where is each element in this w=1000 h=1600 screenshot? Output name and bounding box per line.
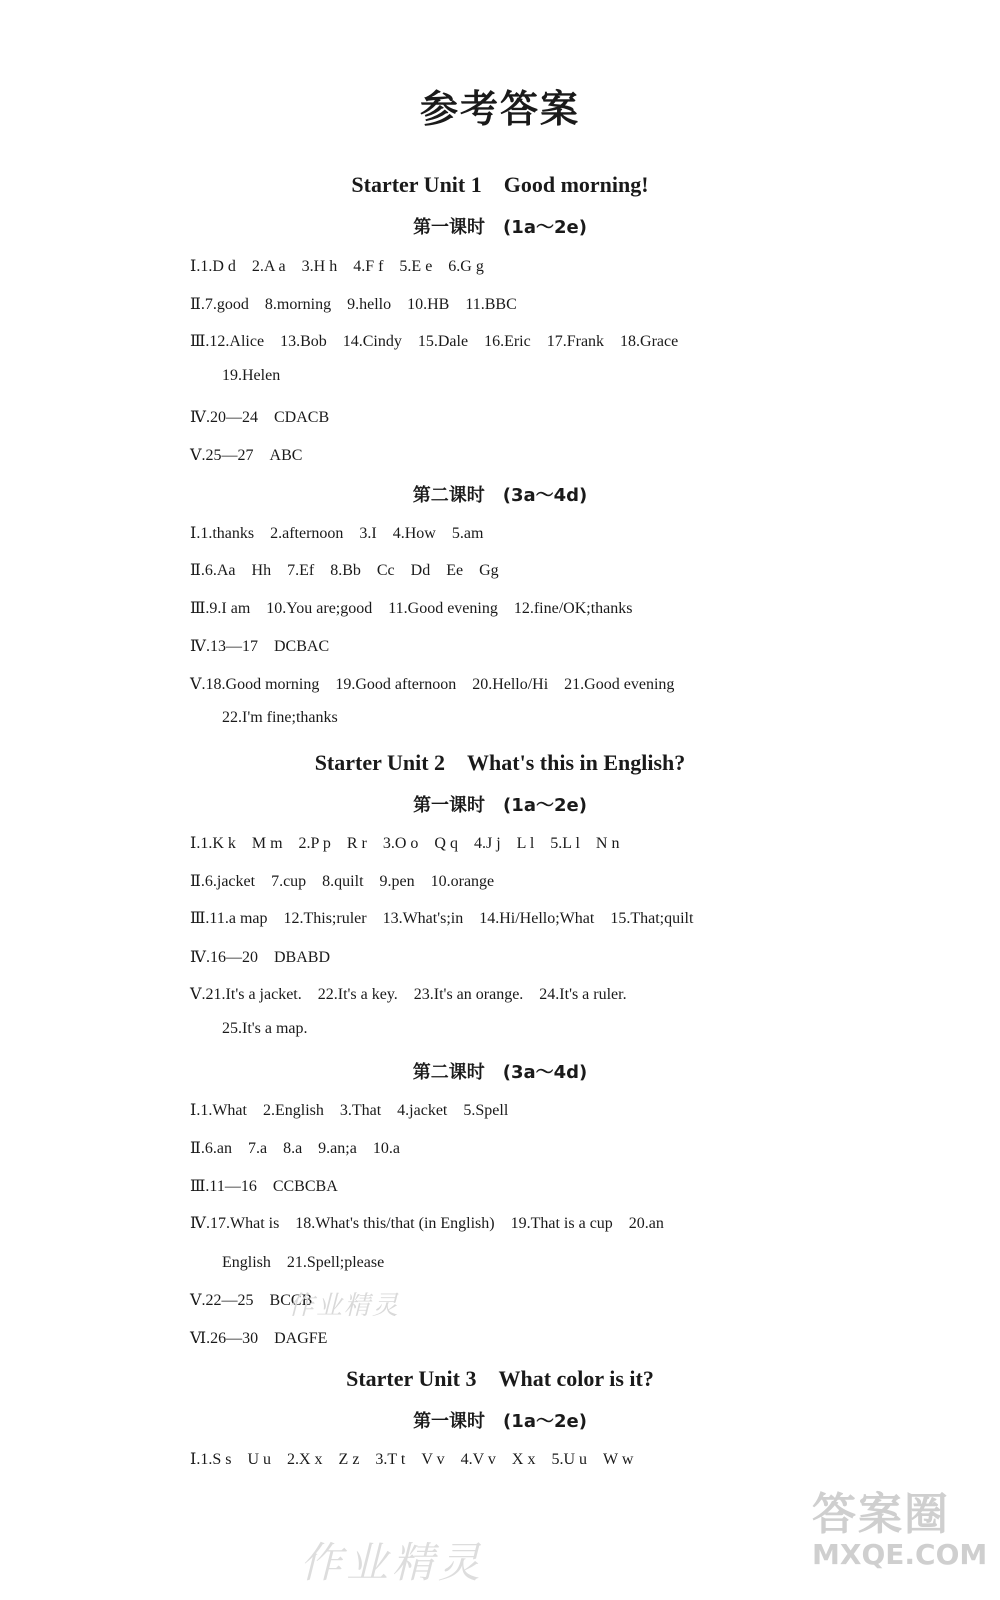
answer-line: Ⅱ.7.good 8.morning 9.hello 10.HB 11.BBC: [190, 296, 517, 313]
lesson-title: 第二课时 (3a～4d): [412, 485, 588, 506]
answer-line: Ⅳ.17.What is 18.What's this/that (in English) 19.That is a cup 20.an: [190, 1215, 664, 1232]
lesson-title: 第二课时 (3a～4d): [412, 1062, 588, 1083]
unit-title: Starter Unit 3 What color is it?: [346, 1366, 654, 1391]
unit-title: Starter Unit 1 Good morning!: [351, 172, 649, 197]
answer-line: Ⅴ.21.It's a jacket. 22.It's a key. 23.It's an orange. 24.It's a ruler.: [190, 986, 627, 1003]
answer-line: Ⅱ.6.an 7.a 8.a 9.an;a 10.a: [190, 1140, 400, 1157]
watermark-text: 作业精灵: [300, 1538, 485, 1587]
answer-line: Ⅱ.6.jacket 7.cup 8.quilt 9.pen 10.orange: [190, 873, 495, 890]
answer-line: Ⅰ.1.D d 2.A a 3.H h 4.F f 5.E e 6.G g: [190, 258, 484, 275]
page-title: 参考答案: [419, 87, 580, 131]
watermark-text: 作业精灵: [288, 1291, 401, 1321]
answer-line: Ⅲ.11.a map 12.This;ruler 13.What's;in 14.Hi/Hello;What 15.That;quilt: [190, 910, 694, 927]
lesson-title: 第一课时 (1a～2e): [413, 217, 587, 238]
lesson-title: 第一课时 (1a～2e): [413, 795, 587, 816]
answer-line: 22.I'm fine;thanks: [222, 709, 338, 726]
watermark-logo: [812, 1478, 988, 1588]
logo-text: 答案圈: [812, 1489, 950, 1540]
answer-line: Ⅲ.11—16 CCBCBA: [190, 1178, 338, 1195]
answer-line: 25.It's a map.: [222, 1020, 308, 1037]
answer-line: Ⅰ.1.thanks 2.afternoon 3.I 4.How 5.am: [190, 525, 484, 542]
answer-line: Ⅴ.25—27 ABC: [190, 447, 303, 464]
answer-line: Ⅳ.16—20 DBABD: [190, 949, 330, 966]
answer-line: Ⅳ.13—17 DCBAC: [190, 638, 330, 655]
answer-line: Ⅵ.26—30 DAGFE: [190, 1330, 328, 1347]
answer-line: Ⅲ.12.Alice 13.Bob 14.Cindy 15.Dale 16.Eric 17.Frank 18.Grace: [190, 333, 679, 350]
answer-line: Ⅰ.1.S s U u 2.X x Z z 3.T t V v 4.V v X x 5.U u W w: [190, 1451, 634, 1468]
answer-line: 19.Helen: [222, 367, 281, 384]
answer-line: Ⅰ.1.K k M m 2.P p R r 3.O o Q q 4.J j L l 5.L l N n: [190, 835, 620, 852]
logo-url: MXQE.COM: [812, 1538, 988, 1571]
answer-line: Ⅰ.1.What 2.English 3.That 4.jacket 5.Spell: [190, 1102, 509, 1119]
answer-line: Ⅲ.9.I am 10.You are;good 11.Good evening 12.fine/OK;thanks: [190, 600, 633, 617]
answer-line: English 21.Spell;please: [222, 1254, 385, 1271]
answer-line: Ⅳ.20—24 CDACB: [190, 409, 330, 426]
answer-line: Ⅴ.18.Good morning 19.Good afternoon 20.Hello/Hi 21.Good evening: [190, 676, 675, 693]
answer-line: Ⅴ.22—25 BCCB: [190, 1292, 313, 1309]
answer-line: Ⅱ.6.Aa Hh 7.Ef 8.Bb Cc Dd Ee Gg: [190, 562, 499, 579]
unit-title: Starter Unit 2 What's this in English?: [314, 750, 686, 775]
lesson-title: 第一课时 (1a～2e): [413, 1411, 587, 1432]
